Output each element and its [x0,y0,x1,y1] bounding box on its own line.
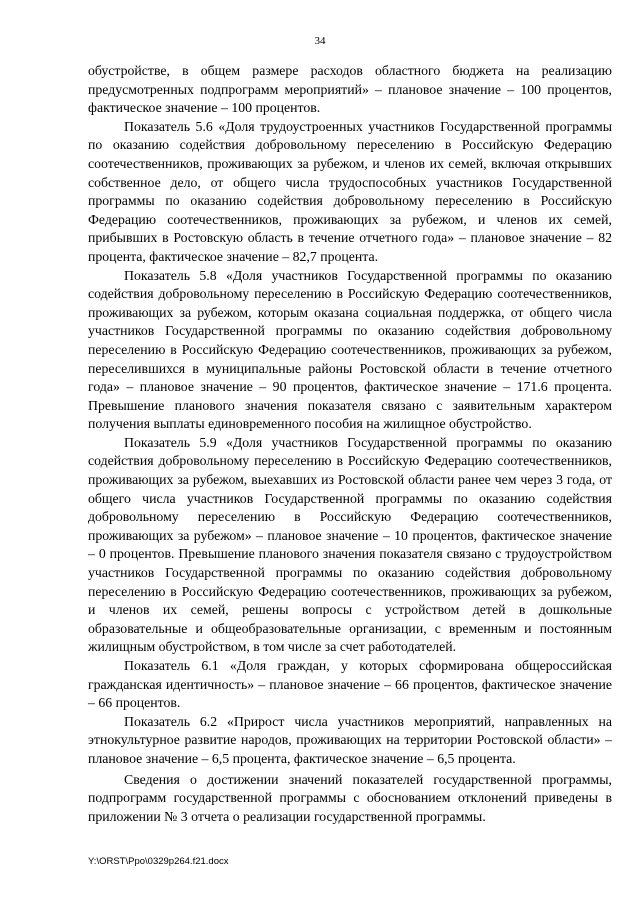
paragraph-indicator-6-1: Показатель 6.1 «Доля граждан, у которых сформирована общероссийская гражданская идентичность» – плановое значение – 66 процентов, фактическое значение – 66 процентов. [88,658,612,711]
paragraph-indicator-5-8: Показатель 5.8 «Доля участников Государственной программы по оказанию содействия добровольному переселению в Российскую Федерацию соотечественников, проживающих за рубежом, которым оказана социальная поддержка, от общего числа участников Государственной программы по оказанию содействия добровольному переселению в Российскую Федерацию соотечественников, проживающих за рубежом, переселившихся в муниципальные районы Ростовской области в течение отчетного года» – плановое значение – 90 процентов, фактическое значение – 171.6 процента. Превышение планового значения показателя связано с заявительным характером получения выплаты единовременного пособия на жилищное обустройство. [88,267,612,432]
paragraph-indicator-5-9: Показатель 5.9 «Доля участников Государственной программы по оказанию содействия добровольному переселению в Российскую Федерацию соотечественников, проживающих за рубежом, выехавших из Ростовской области ранее чем через 3 года, от общего числа участников Государственной программы по оказанию содействия добровольному переселению в Российскую Федерацию соотечественников, проживающих за рубежом» – плановое значение – 10 процентов, фактическое значение – 0 процентов. Превышение планового значения показателя связано с трудоустройством участников Государственной программы по оказанию содействия добровольному переселению в Российскую Федерацию соотечественников, проживающих за рубежом, и членов их семей, решены вопросы с устройством детей в дошкольные образовательные и общеобразовательные организации, с временным и постоянным жилищным обустройством, в том числе за счет работодателей. [88,434,612,655]
paragraph-summary: Сведения о достижении значений показателей государственной программы, подпрограмм государственной программы с обоснованием отклонений приведены в приложении № 3 отчета о реализации государственной программы. [88,771,612,824]
paragraph-continuation: обустройстве, в общем размере расходов областного бюджета на реализацию предусмотренных подпрограмм мероприятий» – плановое значение – 100 процентов, фактическое значение – 100 процентов. [88,63,612,116]
paragraph-indicator-5-6: Показатель 5.6 «Доля трудоустроенных участников Государственной программы по оказанию содействия добровольному переселению в Российскую Федерацию соотечественников, проживающих за рубежом, и членов их семей, включая открывших собственное дело, от общего числа трудоспособных участников Государственной программы по оказанию содействия добровольному переселению в Российскую Федерацию соотечественников, проживающих за рубежом, и членов их семей, прибывших в Ростовскую область в течение отчетного года» – плановое значение – 82 процента, фактическое значение – 82,7 процента. [88,118,612,264]
footer-file-path: Y:\ORST\Ppo\0329p264.f21.docx [88,856,229,867]
paragraph-indicator-6-2: Показатель 6.2 «Прирост числа участников мероприятий, направленных на этнокультурное развитие народов, проживающих на территории Ростовской области» – плановое значение – 6,5 процента, фактическое значение – 6,5 процента. [88,713,612,766]
page-number: 34 [314,35,326,47]
document-body [88,62,612,826]
